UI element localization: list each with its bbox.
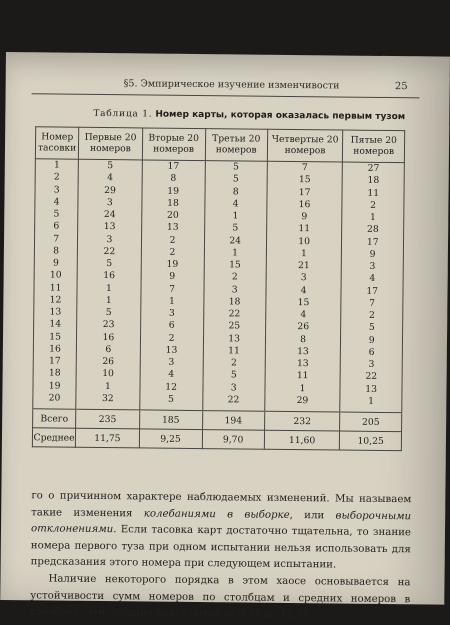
table-cell: 13	[34, 306, 77, 319]
table-cell: 17	[33, 355, 76, 368]
table-cell: 3	[140, 307, 203, 320]
table-cell: 26	[265, 321, 341, 334]
table-cell: 6	[341, 346, 403, 359]
table-cell: 14	[34, 319, 77, 332]
aces-table	[32, 126, 405, 451]
table-cell: 1	[204, 247, 266, 260]
table-cell: 194	[202, 411, 264, 431]
table-cell: 1	[342, 212, 404, 225]
table-cell: 3	[140, 356, 203, 369]
table-cell: 205	[340, 412, 402, 432]
table-header-row	[35, 127, 404, 163]
table-cell: 16	[77, 331, 140, 344]
table-cell: 24	[78, 209, 141, 222]
table-cell: 7	[341, 297, 403, 310]
table-cell: 6	[35, 221, 78, 234]
mean-row	[32, 428, 401, 451]
table-cell: 28	[342, 224, 404, 237]
table-cell: 12	[140, 381, 203, 394]
table-cell: 7	[141, 283, 204, 296]
table-cell: 12	[34, 294, 77, 307]
table-cell: 19	[141, 258, 204, 271]
table-cell: 18	[343, 175, 405, 188]
table-cell: 5	[205, 173, 267, 186]
table-cell: 8	[142, 173, 205, 186]
table-cell: 5	[341, 322, 403, 335]
text-run: . Если тасовка карт достаточно тщательна, то знание номера первого туза при одном испытании нельзя использовать для предсказания этого номера при следующем испытании.	[30, 524, 412, 571]
table-cell: 10,25	[340, 431, 402, 451]
table-cell: 4	[140, 369, 203, 382]
running-head: §5. Эмпирическое изучение изменчивости	[123, 78, 340, 92]
table-cell: 1	[77, 295, 140, 308]
table-cell: 3	[35, 184, 78, 197]
table-cell: 9,70	[202, 430, 264, 450]
table-cell: 13	[141, 222, 204, 235]
column-header: Вторые 20 номеров	[142, 128, 205, 161]
table-cell: 9	[341, 334, 403, 347]
table-cell: 9	[141, 271, 204, 284]
table-cell: 5	[77, 307, 140, 320]
table-cell: Всего	[33, 409, 76, 428]
table-cell: 11,75	[76, 428, 140, 448]
table-cell: 3	[203, 382, 265, 395]
table-caption	[93, 109, 405, 122]
text-run: го о причинном характере наблюдаемых изменений. Мы называем такие изменения	[31, 490, 412, 520]
table-cell: 5	[205, 161, 267, 174]
body-text	[30, 488, 411, 625]
table-cell: 232	[264, 411, 340, 431]
table-cell: 1	[140, 295, 203, 308]
table-cell: 13	[78, 221, 141, 234]
paragraph: Наличие некоторого порядка в этом хаосе основывается на устойчивости сумм номеров по столбцам и средних номеров в столбцах. Эти средние колеблются от 9,25 до 11,75.	[30, 573, 411, 621]
table-cell: 5	[139, 393, 202, 410]
table-cell: 3	[266, 272, 342, 285]
table-cell: 2	[341, 310, 403, 323]
table-cell: 15	[33, 331, 76, 344]
table-cell: 8	[265, 333, 341, 346]
table-cell: 11	[342, 187, 404, 200]
table-cell: 5	[78, 258, 141, 271]
table-cell: 15	[267, 174, 343, 187]
table-cell: 11,60	[264, 430, 340, 450]
table-cell: 17	[342, 236, 404, 249]
table-cell: 1	[76, 380, 139, 393]
table-cell: 1	[340, 395, 402, 412]
table-cell: 9,25	[139, 429, 202, 449]
column-header: Третьи 20 номеров	[205, 129, 268, 162]
table-cell: 15	[204, 259, 266, 272]
table-cell: 2	[141, 234, 204, 247]
table-cell: 2	[204, 271, 266, 284]
table-cell: 22	[340, 371, 402, 384]
table-cell: 4	[341, 273, 403, 286]
table-cell: 26	[76, 356, 139, 369]
table-cell: 20	[33, 392, 76, 409]
table-cell: 16	[77, 270, 140, 283]
table-cell: 21	[266, 260, 342, 273]
table-cell: 1	[77, 282, 140, 295]
table-cell: 9	[267, 211, 343, 224]
table-cell: 1	[35, 159, 78, 172]
table-cell: 2	[203, 357, 265, 370]
table-cell: 18	[141, 197, 204, 210]
page-number: 25	[394, 81, 408, 93]
table-cell: 10	[76, 368, 139, 381]
table-cell: 2	[35, 172, 78, 185]
emphasis-term: выборочными отклонениями	[30, 510, 412, 536]
table-cell: 235	[76, 409, 140, 429]
table-cell: 4	[35, 196, 78, 209]
table-cell: 25	[203, 320, 265, 333]
table-cell: 19	[142, 185, 205, 198]
table-cell: 22	[203, 308, 265, 321]
table-cell: 2	[342, 199, 404, 212]
table-cell: 13	[265, 345, 341, 358]
table-cell: 24	[204, 235, 266, 248]
column-header: Номер тасовки	[35, 127, 79, 159]
table-cell: 32	[76, 393, 140, 410]
table-cell: 10	[266, 235, 342, 248]
table-caption-label: Таблица 1.	[93, 108, 153, 120]
book-page	[0, 52, 450, 621]
table-cell: 29	[265, 394, 341, 412]
table-cell: 16	[33, 343, 76, 356]
table-cell: 185	[139, 410, 202, 430]
table-cell: 3	[204, 284, 266, 297]
table-cell: 11	[266, 223, 342, 236]
paragraph	[31, 488, 412, 575]
table-caption-title: Номер карты, которая оказалась первым тузом	[155, 109, 406, 123]
table-cell: 20	[141, 209, 204, 222]
table-cell: 19	[33, 380, 76, 393]
table-cell: 18	[203, 296, 265, 309]
table-cell: 4	[78, 172, 141, 185]
column-header: Первые 20 номеров	[79, 127, 143, 160]
table-cell: 8	[205, 186, 267, 199]
table-cell: 7	[267, 161, 343, 175]
table-cell: 11	[203, 345, 265, 358]
table-cell: 27	[343, 162, 405, 175]
table-cell: 3	[341, 359, 403, 372]
table-cell: 1	[266, 247, 342, 260]
table-cell: 3	[78, 233, 141, 246]
table-cell: 6	[140, 320, 203, 333]
table-cell: 11	[265, 370, 341, 383]
table-cell: 5	[79, 159, 142, 172]
table-cell: 23	[77, 319, 140, 332]
table-cell: 1	[204, 210, 266, 223]
table-cell: 11	[34, 282, 77, 295]
table-cell: 13	[265, 358, 341, 371]
header-rule	[32, 93, 420, 98]
table-cell: 5	[203, 369, 265, 382]
table-cell: 4	[266, 284, 342, 297]
table-cell: 3	[342, 261, 404, 274]
table-cell: 5	[204, 222, 266, 235]
table-cell: 6	[77, 344, 140, 357]
table-cell: 2	[141, 246, 204, 259]
emphasis-term: колебаниями в выборке	[143, 508, 290, 521]
table-body	[33, 159, 405, 413]
table-cell: 29	[78, 184, 141, 197]
table-cell: 2	[140, 332, 203, 345]
column-header: Пятые 20 номеров	[343, 130, 405, 163]
table-cell: 13	[140, 344, 203, 357]
table-cell: 8	[34, 245, 77, 258]
table-cell: 7	[34, 233, 77, 246]
table-cell: 13	[340, 383, 402, 396]
table-cell: 17	[142, 160, 205, 173]
table-cell: 15	[266, 296, 342, 309]
table-cell: 13	[203, 333, 265, 346]
table-cell: 4	[204, 198, 266, 211]
table-cell: 5	[35, 208, 78, 221]
table-cell: 22	[202, 394, 264, 411]
table-cell: 3	[78, 197, 141, 210]
table-cell: Среднее	[32, 428, 75, 447]
column-header: Четвертые 20 номеров	[267, 129, 343, 162]
table-cell: 17	[267, 186, 343, 199]
table-cell: 9	[34, 257, 77, 270]
table-cell: 18	[33, 368, 76, 381]
table-cell: 22	[78, 246, 141, 259]
text-run: , или	[289, 509, 336, 522]
table-cell: 4	[265, 309, 341, 322]
table-cell: 16	[267, 198, 343, 211]
table-cell: 17	[341, 285, 403, 298]
table-cell: 10	[34, 270, 77, 283]
table-cell: 1	[265, 382, 341, 395]
table-cell: 9	[342, 248, 404, 261]
